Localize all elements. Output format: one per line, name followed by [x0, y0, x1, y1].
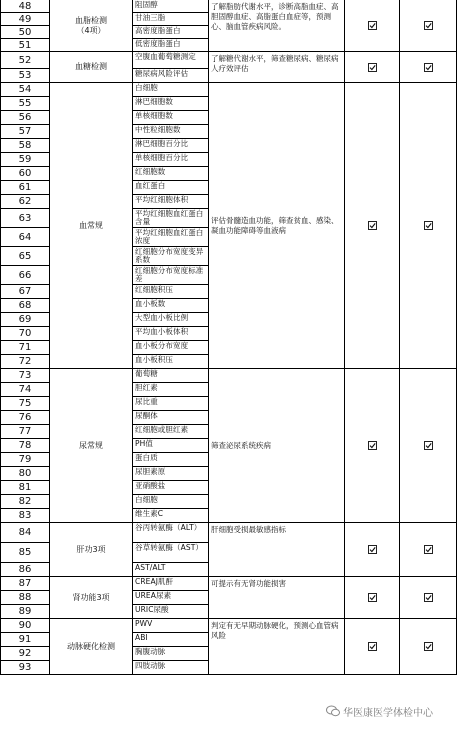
checked-box-icon: [424, 21, 433, 30]
category-cell: [50, 83, 133, 369]
row-number: 77: [0, 425, 50, 439]
item-name: 四肢动脉: [133, 661, 209, 675]
item-name: 维生素C: [133, 509, 209, 523]
row-number: 88: [0, 591, 50, 605]
item-name: URIC尿酸: [133, 605, 209, 619]
row-number: 85: [0, 543, 50, 563]
item-name: 尿比重: [133, 397, 209, 411]
item-name: 谷草转氨酶（AST）: [133, 543, 209, 563]
item-name: 大型血小板比例: [133, 313, 209, 327]
row-number: 61: [0, 181, 50, 195]
row-number: 48: [0, 0, 50, 13]
item-name: 红细胞分布宽度变异系数: [133, 247, 209, 266]
description-cell: [209, 523, 345, 577]
description-text: 了解糖代谢水平，筛查糖尿病、糖尿病人疗效评估: [211, 54, 339, 73]
item-name: 淋巴细胞百分比: [133, 139, 209, 153]
row-number: 52: [0, 52, 50, 69]
check-cell-1: [345, 369, 400, 523]
row-number: 84: [0, 523, 50, 543]
description-text: 判定有无早期动脉硬化，预测心血管病风险: [211, 621, 339, 640]
description-text: 肝细胞受损最敏感指标: [211, 525, 286, 534]
category-cell: [50, 523, 133, 577]
description-cell: [209, 619, 345, 675]
item-name: 单核细胞百分比: [133, 153, 209, 167]
category-label: 肝功3项: [76, 544, 106, 554]
item-name: 单核细胞数: [133, 111, 209, 125]
item-name: CREAJ肌酐: [133, 577, 209, 591]
item-name: 谷丙转氨酶（ALT）: [133, 523, 209, 543]
row-number: 91: [0, 633, 50, 647]
row-number: 82: [0, 495, 50, 509]
item-name: 平均红细胞体积: [133, 195, 209, 209]
description-cell: [209, 83, 345, 369]
wechat-icon: [326, 705, 340, 717]
row-number: 63: [0, 209, 50, 228]
item-name: 平均血小板体积: [133, 327, 209, 341]
checked-box-icon: [424, 545, 433, 554]
row-number: 55: [0, 97, 50, 111]
check-cell-1: [345, 52, 400, 83]
row-number: 65: [0, 247, 50, 266]
description-cell: [209, 0, 345, 52]
item-name: 红细胞数: [133, 167, 209, 181]
item-name: 红细胞或胆红素: [133, 425, 209, 439]
item-name: 平均红细胞血红蛋白浓度: [133, 228, 209, 247]
category-cell: [50, 577, 133, 619]
category-cell: [50, 52, 133, 83]
checked-box-icon: [368, 642, 377, 651]
checked-box-icon: [368, 63, 377, 72]
check-cell-2: [400, 523, 457, 577]
row-number: 70: [0, 327, 50, 341]
row-number: 58: [0, 139, 50, 153]
checked-box-icon: [368, 545, 377, 554]
description-cell: [209, 369, 345, 523]
row-number: 64: [0, 228, 50, 247]
item-name: PH值: [133, 439, 209, 453]
item-name: UREA尿素: [133, 591, 209, 605]
checked-box-icon: [368, 441, 377, 450]
check-cell-1: [345, 619, 400, 675]
row-number: 62: [0, 195, 50, 209]
category-label: 肾功能3项: [72, 592, 110, 602]
row-number: 68: [0, 299, 50, 313]
row-number: 74: [0, 383, 50, 397]
check-cell-1: [345, 0, 400, 52]
item-name: 血小板积压: [133, 355, 209, 369]
check-cell-1: [345, 523, 400, 577]
row-number: 71: [0, 341, 50, 355]
row-number: 60: [0, 167, 50, 181]
item-name: 亚硝酸盐: [133, 481, 209, 495]
item-name: 高密度脂蛋白: [133, 26, 209, 39]
category-label: 尿常规: [79, 440, 103, 450]
item-name: 血小板分布宽度: [133, 341, 209, 355]
item-name: 红细胞积压: [133, 285, 209, 299]
check-cell-1: [345, 83, 400, 369]
checked-box-icon: [368, 221, 377, 230]
item-name: 平均红细胞血红蛋白含量: [133, 209, 209, 228]
item-name: 白细胞: [133, 495, 209, 509]
row-number: 73: [0, 369, 50, 383]
check-cell-2: [400, 83, 457, 369]
row-number: 53: [0, 69, 50, 83]
item-name: 甘油三脂: [133, 13, 209, 26]
item-name: 中性粒细胞数: [133, 125, 209, 139]
row-number: 69: [0, 313, 50, 327]
row-number: 51: [0, 39, 50, 52]
row-number: 57: [0, 125, 50, 139]
item-name: 胆红素: [133, 383, 209, 397]
row-number: 50: [0, 26, 50, 39]
item-name: 血小板数: [133, 299, 209, 313]
watermark: [324, 702, 435, 720]
item-name: 胸腹动脉: [133, 647, 209, 661]
check-cell-2: [400, 0, 457, 52]
description-text: 可提示有无肾功能损害: [211, 579, 286, 588]
check-cell-2: [400, 619, 457, 675]
row-number: 90: [0, 619, 50, 633]
row-number: 92: [0, 647, 50, 661]
item-name: 白细胞: [133, 83, 209, 97]
item-name: 糖尿病风险评估: [133, 69, 209, 83]
item-name: 葡萄糖: [133, 369, 209, 383]
row-number: 49: [0, 13, 50, 26]
row-number: 59: [0, 153, 50, 167]
check-cell-1: [345, 577, 400, 619]
description-cell: [209, 52, 345, 83]
category-label: 血脂检测 （4项）: [75, 15, 107, 35]
checked-box-icon: [424, 642, 433, 651]
row-number: 54: [0, 83, 50, 97]
item-name: 尿胆素原: [133, 467, 209, 481]
row-number: 66: [0, 266, 50, 285]
checked-box-icon: [368, 593, 377, 602]
category-cell: [50, 369, 133, 523]
item-name: 血红蛋白: [133, 181, 209, 195]
item-name: 蛋白质: [133, 453, 209, 467]
item-name: 低密度脂蛋白: [133, 39, 209, 52]
category-cell: [50, 619, 133, 675]
checked-box-icon: [368, 21, 377, 30]
row-number: 81: [0, 481, 50, 495]
checked-box-icon: [424, 221, 433, 230]
row-number: 72: [0, 355, 50, 369]
item-name: AST/ALT: [133, 563, 209, 577]
row-number: 83: [0, 509, 50, 523]
check-cell-2: [400, 52, 457, 83]
item-name: 淋巴细胞数: [133, 97, 209, 111]
item-name: 空腹血葡萄糖测定: [133, 52, 209, 69]
row-number: 67: [0, 285, 50, 299]
row-number: 76: [0, 411, 50, 425]
row-number: 89: [0, 605, 50, 619]
checked-box-icon: [424, 441, 433, 450]
checked-box-icon: [424, 593, 433, 602]
check-cell-2: [400, 369, 457, 523]
row-number: 80: [0, 467, 50, 481]
description-text: 了解脂肪代谢水平，诊断高脂血症、高胆固醇血症、高脂蛋白血症等，预测心、脑血管疾病风险。: [211, 2, 339, 31]
check-cell-2: [400, 577, 457, 619]
row-number: 75: [0, 397, 50, 411]
row-number: 93: [0, 661, 50, 675]
category-label: 血常规: [79, 220, 103, 230]
item-name: 红细胞分布宽度标准差: [133, 266, 209, 285]
item-name: 阻固醇: [133, 0, 209, 13]
item-name: 尿酮体: [133, 411, 209, 425]
description-text: 评估骨髓造血功能，筛查贫血、感染、凝血功能障碍等血液病: [211, 215, 339, 235]
row-number: 86: [0, 563, 50, 577]
description-text: 筛查泌尿系统疾病: [211, 440, 271, 450]
row-number: 78: [0, 439, 50, 453]
row-number: 87: [0, 577, 50, 591]
watermark-text: 华医康医学体检中心: [343, 707, 433, 719]
row-number: 56: [0, 111, 50, 125]
category-label: 血糖检测: [75, 62, 107, 71]
category-label: 动脉硬化检测: [67, 641, 115, 651]
item-name: PWV: [133, 619, 209, 633]
description-cell: [209, 577, 345, 619]
row-number: 79: [0, 453, 50, 467]
category-cell: [50, 0, 133, 52]
item-name: ABI: [133, 633, 209, 647]
checked-box-icon: [424, 63, 433, 72]
